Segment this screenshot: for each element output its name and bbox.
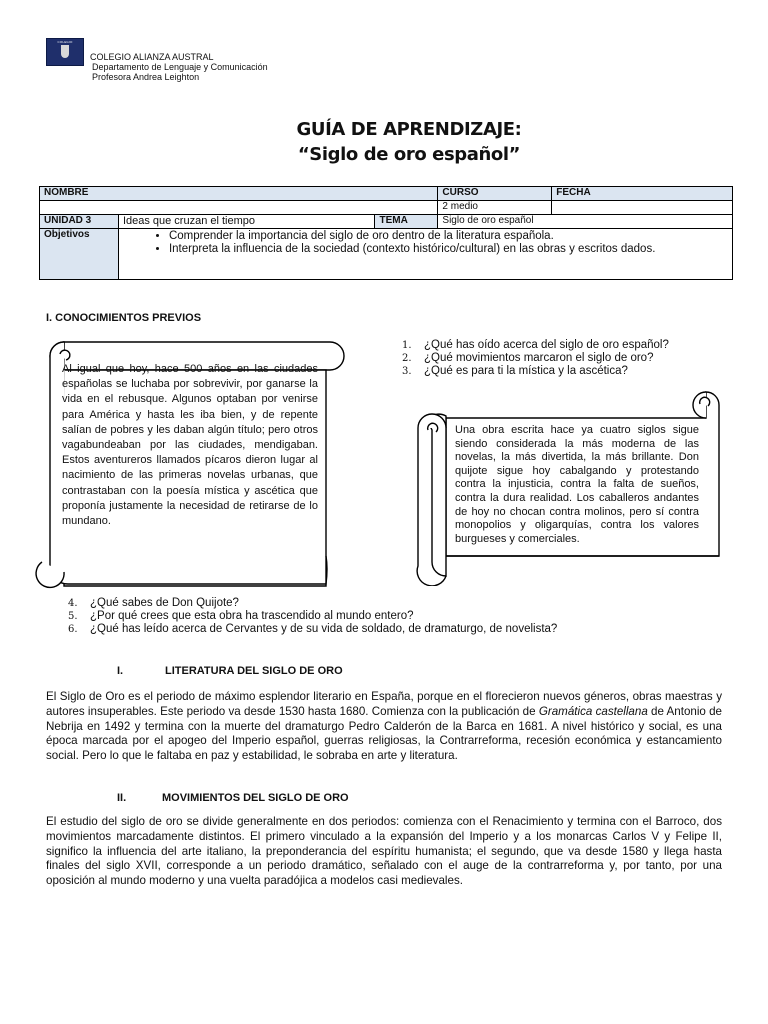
objetivos-list [123, 230, 728, 256]
question-number: 5. [68, 611, 78, 622]
scroll-1-text: Al igual que hoy, hace 500 años en las ciudades españolas se luchaba por sobrevivir, por ganarse la vida en el rebusque. Algunos optaban por venirse para América y hasta les iba bien, y de repente salían de pobres y les daban algún título; pero otros vagabundeaban por las ciudades, mendigaban. Estos aventureros llamados pícaros dieron lugar al nacimiento de las primeras novelas urbanas, que contrastaban con la poesía mística y ascética que proponía justamente la necesidad de retirarse de lo mundano. [62, 363, 318, 528]
nombre-label: NOMBRE [40, 187, 438, 201]
scroll-2-text: Una obra escrita hace ya cuatro siglos sigue siendo considerada la más moderna de las novelas, la más divertida, la más brillante. Don quijote sigue hoy cabalgando y protestando contra la injusticia, contra la falta de sueños, contra la dura realidad. Los caballeros andantes de hoy no chocan contra molinos, pero sí contra monopolios y oligarquías, contra los valores burgueses y comerciales. [455, 424, 699, 545]
question-item [402, 352, 722, 365]
question-text: ¿Qué movimientos marcaron el siglo de oro? [424, 352, 654, 364]
page-subtitle: “Siglo de oro español” [297, 144, 521, 165]
question-item [68, 623, 728, 636]
questions-list-a [402, 339, 722, 378]
info-table [39, 186, 733, 280]
school-header [90, 52, 268, 82]
question-number: 6. [68, 624, 78, 635]
literatura-paragraph [46, 690, 722, 764]
curso-value: 2 medio [438, 201, 552, 215]
unidad-value: Ideas que cruzan el tiempo [118, 215, 375, 229]
question-text: ¿Qué has leído acerca de Cervantes y de su vida de soldado, de dramaturgo, de novelista? [90, 623, 558, 635]
tema-label: TEMA [375, 215, 438, 229]
question-number: 2. [402, 353, 412, 364]
department-name: Departamento de Lenguaje y Comunicación [92, 62, 268, 72]
question-number: 1. [402, 340, 412, 351]
objetivo-item: • Comprender la importancia del siglo de oro dentro de la literatura española. [169, 230, 728, 243]
fecha-label: FECHA [552, 187, 733, 201]
question-text: ¿Qué sabes de Don Quijote? [90, 597, 239, 609]
curso-label: CURSO [438, 187, 552, 201]
question-item [402, 365, 722, 378]
school-name: COLEGIO ALIANZA AUSTRAL [90, 52, 214, 62]
questions-list-b [68, 597, 728, 636]
question-text: ¿Qué es para ti la mística y la ascética? [424, 365, 628, 377]
tema-value: Siglo de oro español [438, 215, 733, 229]
shield-icon [61, 45, 69, 58]
section-literatura-number: I. [117, 665, 124, 677]
section-movimientos-title: MOVIMIENTOS DEL SIGLO DE ORO [162, 792, 349, 804]
unidad-label: UNIDAD 3 [40, 215, 119, 229]
teacher-name: Profesora Andrea Leighton [92, 72, 200, 82]
question-text: ¿Qué has oído acerca del siglo de oro español? [424, 339, 669, 351]
section-literatura-title: LITERATURA DEL SIGLO DE ORO [165, 665, 343, 677]
logo-text: COLEGIO [57, 40, 73, 44]
nombre-field[interactable] [40, 201, 438, 215]
question-item [68, 610, 728, 623]
fecha-field[interactable] [552, 201, 733, 215]
question-text: ¿Por qué crees que esta obra ha trascendido al mundo entero? [90, 610, 414, 622]
objetivos-label: Objetivos [40, 229, 119, 280]
literatura-paragraph-b: de Antonio de Nebrija en 1492 y termina con la muerte del dramaturgo Pedro Calderón de la Barca en 1681. A nivel histórico y social, es una época marcada por el apogeo del Imperio español, guerras religiosas, la Contrarreforma, recesión económica y estancamiento social. Pero lo que le faltaba en paz y estabilidad, le sobraba en arte y literatura. [46, 704, 723, 763]
question-number: 4. [68, 598, 78, 609]
objetivo-item: • Interpreta la influencia de la sociedad (contexto histórico/cultural) en las obras y escritos dados. [169, 243, 728, 256]
school-logo [46, 38, 84, 66]
movimientos-paragraph: El estudio del siglo de oro se divide generalmente en dos periodos: comienza con el Renacimiento y termina con el Barroco, dos movimientos marcadamente distintos. El primero vinculado a la expansión del Imperio y a los monarcas Carlos V y Felipe II, significo la influencia del arte italiano, la preponderancia del espíritu humanista; el segundo, que va desde 1580 y llega hasta finales del siglo XVII, corresponde a un periodo dramático, señalado con el auge de la contrarreforma y, por tanto, por una oposición al mundo moderno y una vuelta paradójica a modelos casi medievales. [46, 815, 722, 888]
section-movimientos-number: II. [117, 792, 127, 804]
objetivos-cell [118, 229, 732, 280]
page-title: GUÍA DE APRENDIZAJE: [296, 119, 522, 140]
question-number: 3. [402, 366, 412, 377]
literatura-paragraph-emphasis: Gramática castellana [538, 704, 648, 718]
section-conocimientos-title: I. CONOCIMIENTOS PREVIOS [46, 312, 202, 324]
literatura-paragraph-a: El Siglo de Oro es el periodo de máximo esplendor literario en España, porque en el florecieron nuevos géneros, obras maestras y autores insuperables. Este periodo va desde 1530 hasta 1680. Comienza con la publicación de [46, 690, 722, 718]
question-item [68, 597, 728, 610]
question-item [402, 339, 722, 352]
